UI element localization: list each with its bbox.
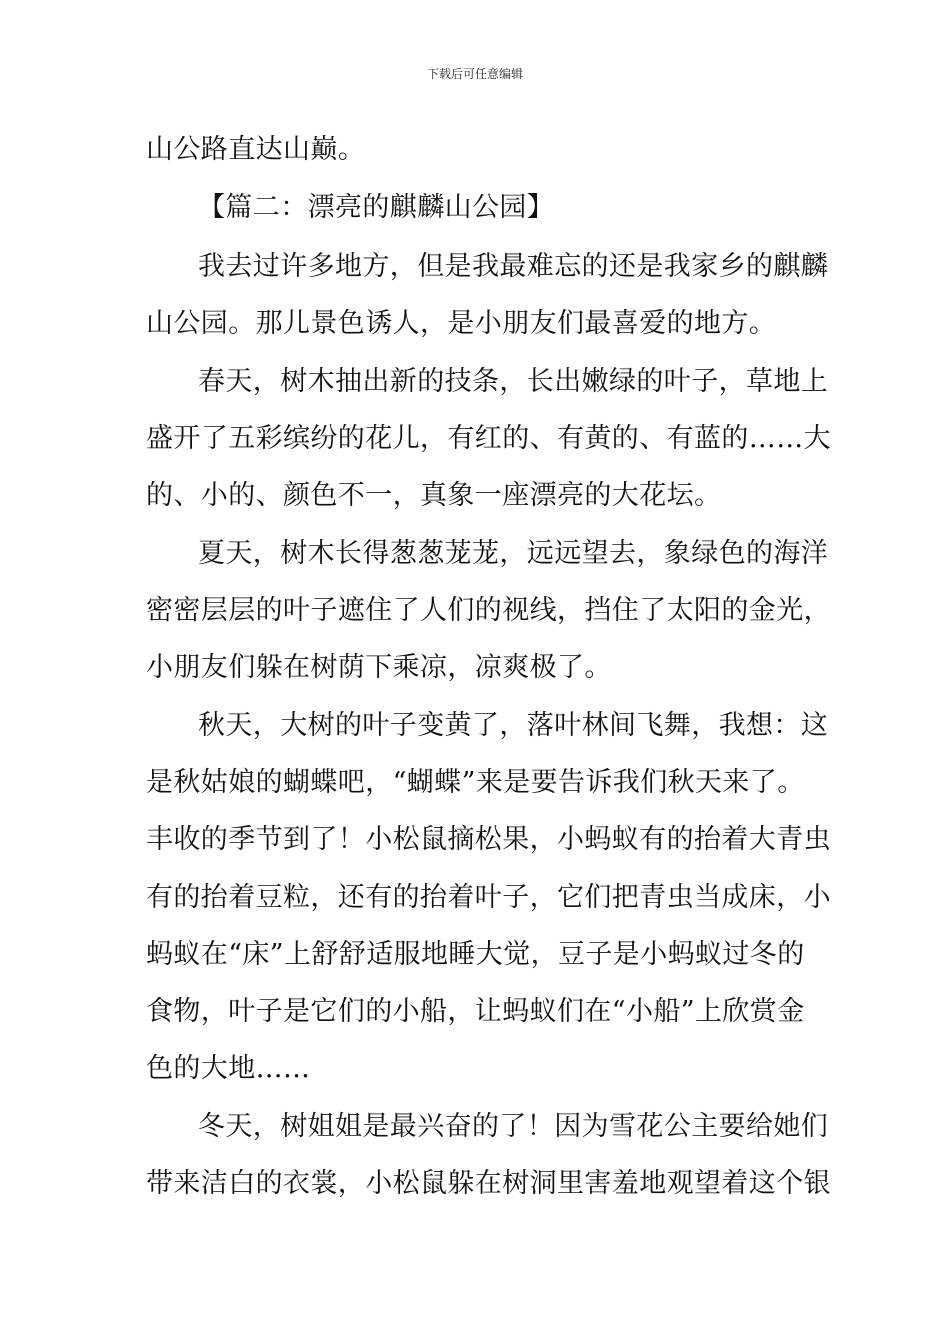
body-text-line: 我去过许多地方，但是我最难忘的还是我家乡的麒麟 — [198, 251, 829, 282]
body-text-line: 盛开了五彩缤纷的花儿，有红的、有黄的、有蓝的……大 — [146, 423, 831, 454]
body-text-line: 有的抬着豆粒，还有的抬着叶子，它们把青虫当成床，小 — [146, 882, 831, 913]
body-text-line: 小朋友们躲在树荫下乘凉，凉爽极了。 — [146, 652, 612, 683]
body-text-line: 冬天，树姐姐是最兴奋的了！因为雪花公主要给她们 — [198, 1111, 829, 1142]
body-text-line: 是秋姑娘的蝴蝶吧，“蝴蝶”来是要告诉我们秋天来了。 — [146, 767, 805, 798]
body-text-line: 夏天，树木长得葱葱茏茏，远远望去，象绿色的海洋 — [198, 538, 829, 569]
body-text-line: 山公园。那儿景色诱人，是小朋友们最喜爱的地方。 — [146, 308, 777, 339]
body-text-line: 蚂蚁在“床”上舒舒适服地睡大觉，豆子是小蚂蚁过冬的 — [146, 939, 805, 970]
body-text-line: 丰收的季节到了！小松鼠摘松果，小蚂蚁有的抬着大青虫 — [146, 824, 831, 855]
body-text-line: 山公路直达山巅。 — [146, 134, 366, 165]
body-text-line: 春天，树木抽出新的技条，长出嫩绿的叶子，草地上 — [198, 366, 829, 397]
body-text-line: 的、小的、颜色不一，真象一座漂亮的大花坛。 — [146, 480, 722, 511]
body-text-line: 带来洁白的衣裳，小松鼠躲在树洞里害羞地观望着这个银 — [146, 1168, 831, 1199]
section-title: 【篇二：漂亮的麒麟山公园】 — [198, 192, 555, 223]
body-text-line: 色的大地…… — [146, 1053, 311, 1084]
page-header: 下载后可任意编辑 — [426, 67, 523, 81]
body-text-line: 秋天，大树的叶子变黄了，落叶林间飞舞，我想：这 — [198, 710, 829, 741]
body-text-line: 食物，叶子是它们的小船，让蚂蚁们在“小船”上欣赏金 — [146, 996, 805, 1027]
body-text-line: 密密层层的叶子遮住了人们的视线，挡住了太阳的金光， — [146, 595, 831, 626]
